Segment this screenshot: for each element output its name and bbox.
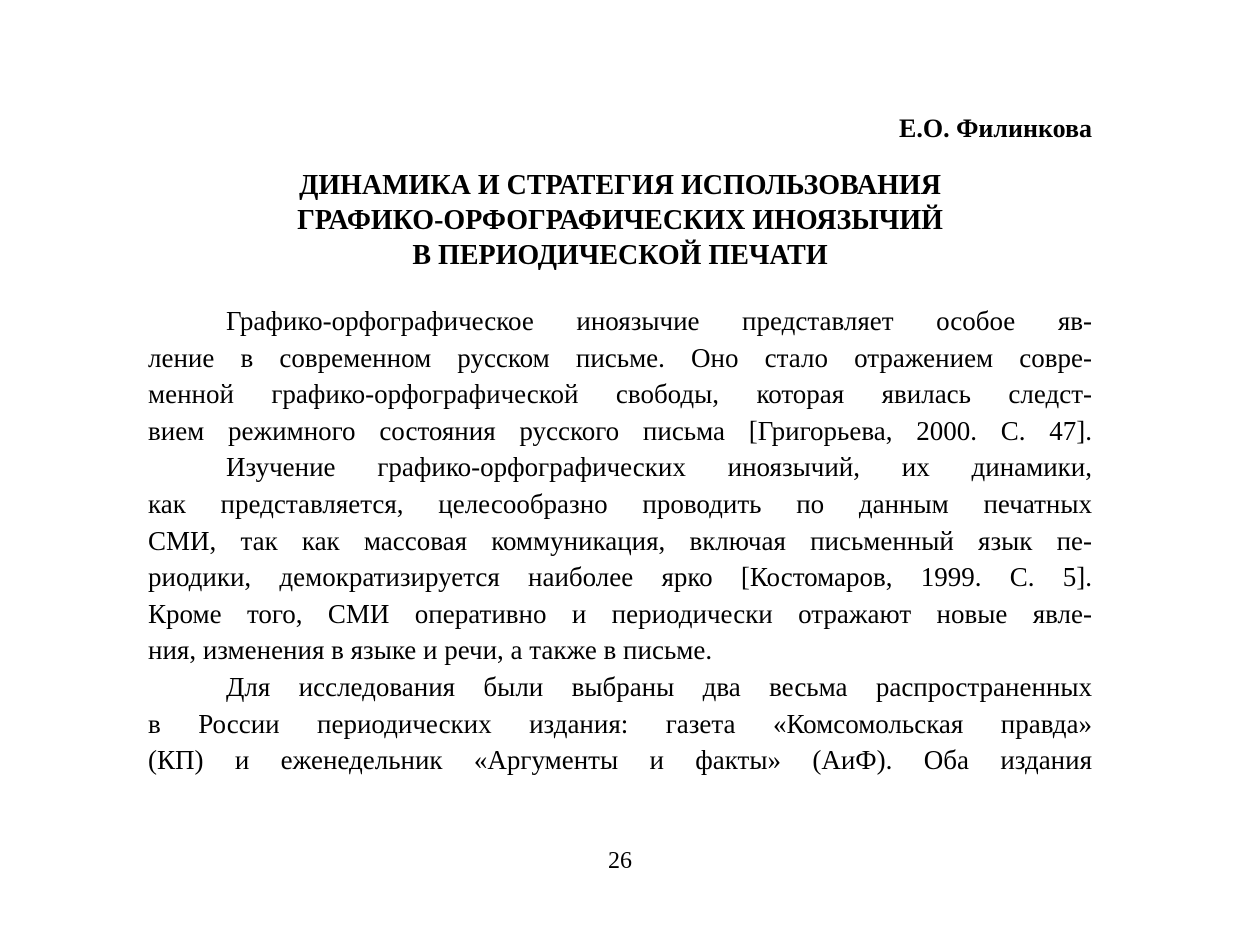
- author-name: Е.О. Филинкова: [899, 114, 1092, 143]
- title-line: В ПЕРИОДИЧЕСКОЙ ПЕЧАТИ: [412, 240, 828, 271]
- article-body: [148, 303, 1092, 779]
- paragraph-2: [148, 449, 1092, 669]
- text-line: СМИ, так как массовая коммуникация, включая письменный язык пе-: [148, 525, 1092, 556]
- text-line: риодики, демократизируется наиболее ярко [Костомаров, 1999. С. 5].: [148, 562, 1092, 593]
- text-line: менной графико-орфографической свободы, которая явилась следст-: [148, 379, 1092, 410]
- text-line: ния, изменения в языке и речи, а также в письме.: [148, 635, 713, 666]
- text-line: Кроме того, СМИ оперативно и периодически отражают новые явле-: [148, 598, 1092, 629]
- text-line: вием режимного состояния русского письма [Григорьева, 2000. С. 47].: [148, 415, 1092, 446]
- article-title: [148, 168, 1092, 273]
- title-line: ДИНАМИКА И СТРАТЕГИЯ ИСПОЛЬЗОВАНИЯ: [299, 170, 941, 201]
- page-number: 26: [608, 848, 632, 874]
- text-line: (КП) и еженедельник «Аргументы и факты» (АиФ). Оба издания: [148, 745, 1092, 776]
- text-line: Графико-орфографическое иноязычие представляет особое яв-: [226, 306, 1092, 336]
- paragraph-1: [148, 303, 1092, 449]
- paragraph-3: [148, 669, 1092, 779]
- text-line: как представляется, целесообразно проводить по данным печатных: [148, 488, 1092, 519]
- text-line: Для исследования были выбраны два весьма распространенных: [226, 671, 1092, 702]
- text-line: Изучение графико-орфографических иноязычий, их динамики,: [226, 452, 1092, 483]
- text-line: ление в современном русском письме. Оно стало отражением совре-: [148, 342, 1092, 373]
- title-line: ГРАФИКО-ОРФОГРАФИЧЕСКИХ ИНОЯЗЫЧИЙ: [297, 205, 943, 236]
- text-line: в России периодических издания: газета «Комсомольская правда»: [148, 708, 1092, 739]
